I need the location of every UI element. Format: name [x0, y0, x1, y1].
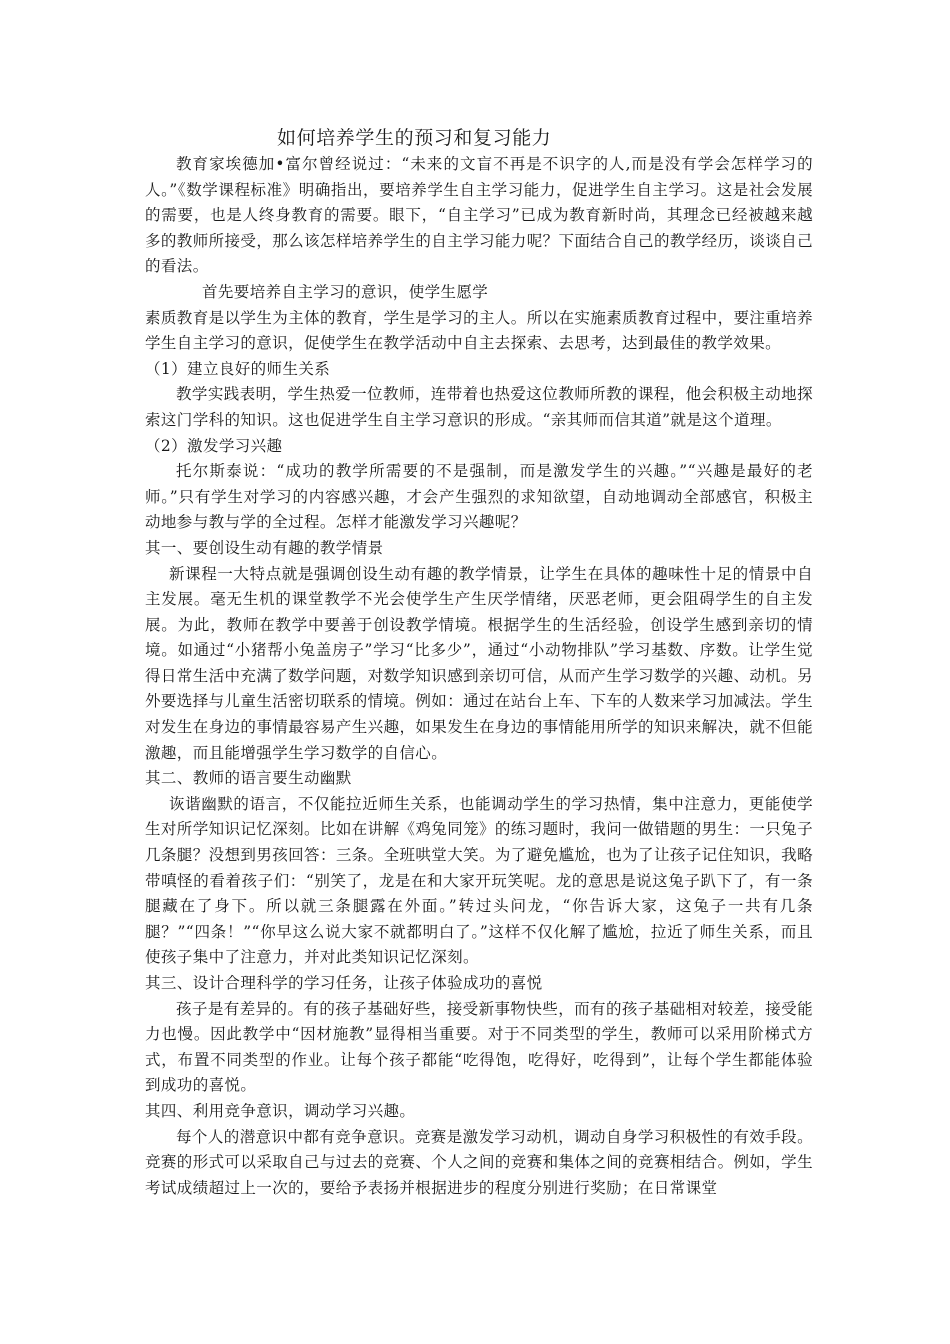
- subheading: （2）激发学习兴趣: [145, 436, 283, 455]
- paragraph: 诙谐幽默的语言，不仅能拉近师生关系，也能调动学生的学习热情，集中注意力，更能使学生对所学知识记忆深刻。比如在讲解《鸡兔同笼》的练习题时，我问一做错题的男生：一只兔子几条腿？没想到男孩回答：三条。全班哄堂大笑。为了避免尴尬，也为了让孩子记住知识，我略带嗔怪的看着孩子们：“别笑了，龙是在和大家开玩笑呢。龙的意思是说这兔子趴下了，有一条腿藏在了身下。所以就三条腿露在外面。”转过头问龙，“你告诉大家，这兔子一共有几条腿？”“四条！”“你早这么说大家不就都明白了。”这样不仅化解了尴尬，拉近了师生关系，而且使孩子集中了注意力，并对此类知识记忆深刻。: [145, 794, 813, 967]
- subheading: 其一、要创设生动有趣的教学情景: [145, 538, 384, 557]
- paragraph: 新课程一大特点就是强调创设生动有趣的教学情景，让学生在具体的趣味性十足的情景中自主发展。毫无生机的课堂教学不光会使学生产生厌学情绪，厌恶老师，更会阻碍学生的自主发展。为此，教师在教学中要善于创设教学情境。根据学生的生活经验，创设学生感到亲切的情境。如通过“小猪帮小兔盖房子”学习“比多少”，通过“小动物排队”学习基数、序数。让学生觉得日常生活中充满了数学问题，对数学知识感到亲切可信，从而产生学习数学的兴趣、动机。另外要选择与儿童生活密切联系的情境。例如：通过在站台上车、下车的人数来学习加减法。学生对发生在身边的事情最容易产生兴趣，如果发生在身边的事情能用所学的知识来解决，就不但能激趣，而且能增强学生学习数学的自信心。: [145, 564, 813, 762]
- subheading: （1）建立良好的师生关系: [145, 359, 331, 378]
- subheading: 其三、设计合理科学的学习任务，让孩子体验成功的喜悦: [145, 974, 543, 992]
- paragraph: 托尔斯泰说：“成功的教学所需要的不是强制，而是激发学生的兴趣。”“兴趣是最好的老师。”只有学生对学习的内容感兴趣，才会产生强烈的求知欲望，自动地调动全部感官，积极主动地参与教与学的全过程。怎样才能激发学习兴趣呢？: [145, 462, 813, 532]
- document-title: 如何培养学生的预习和复习能力: [277, 127, 552, 149]
- paragraph: 素质教育是以学生为主体的教育，学生是学习的主人。所以在实施素质教育过程中，要注重培养学生自主学习的意识，促使学生在教学活动中自主去探索、去思考，达到最佳的教学效果。: [145, 308, 813, 353]
- paragraph: 教学实践表明，学生热爱一位教师，连带着也热爱这位教师所教的课程，他会积极主动地探索这门学科的知识。这也促进学生自主学习意识的形成。“亲其师而信其道”就是这个道理。: [145, 385, 813, 429]
- paragraph: 每个人的潜意识中都有竞争意识。竞赛是激发学习动机，调动自身学习积极性的有效手段。竞赛的形式可以采取自己与过去的竞赛、个人之间的竞赛和集体之间的竞赛相结合。例如，学生考试成绩超过上一次的，要给予表扬并根据进步的程度分别进行奖励；在日常课堂: [145, 1127, 813, 1197]
- document-body: [145, 124, 813, 1201]
- subheading: 其四、利用竞争意识，调动学习兴趣。: [145, 1101, 416, 1120]
- subheading: 其二、教师的语言要生动幽默: [145, 769, 352, 788]
- paragraph-intro: 教育家埃德加•富尔曾经说过：“未来的文盲不再是不识字的人,而是没有学会怎样学习的人。”《数学课程标准》明确指出，要培养学生自主学习能力，促进学生自主学习。这是社会发展的需要，也是人终身教育的需要。眼下，“自主学习”已成为教育新时尚，其理念已经被越来越多的教师所接受，那么该怎样培养学生的自主学习能力呢？下面结合自己的教学经历，谈谈自己的看法。: [145, 155, 813, 276]
- paragraph: 孩子是有差异的。有的孩子基础好些，接受新事物快些，而有的孩子基础相对较差，接受能力也慢。因此教学中“因材施教”显得相当重要。对于不同类型的学生，教师可以采用阶梯式方式，布置不同类型的作业。让每个孩子都能“吃得饱，吃得好，吃得到”，让每个学生都能体验到成功的喜悦。: [145, 999, 813, 1095]
- section-heading: 首先要培养自主学习的意识，使学生愿学: [202, 282, 489, 301]
